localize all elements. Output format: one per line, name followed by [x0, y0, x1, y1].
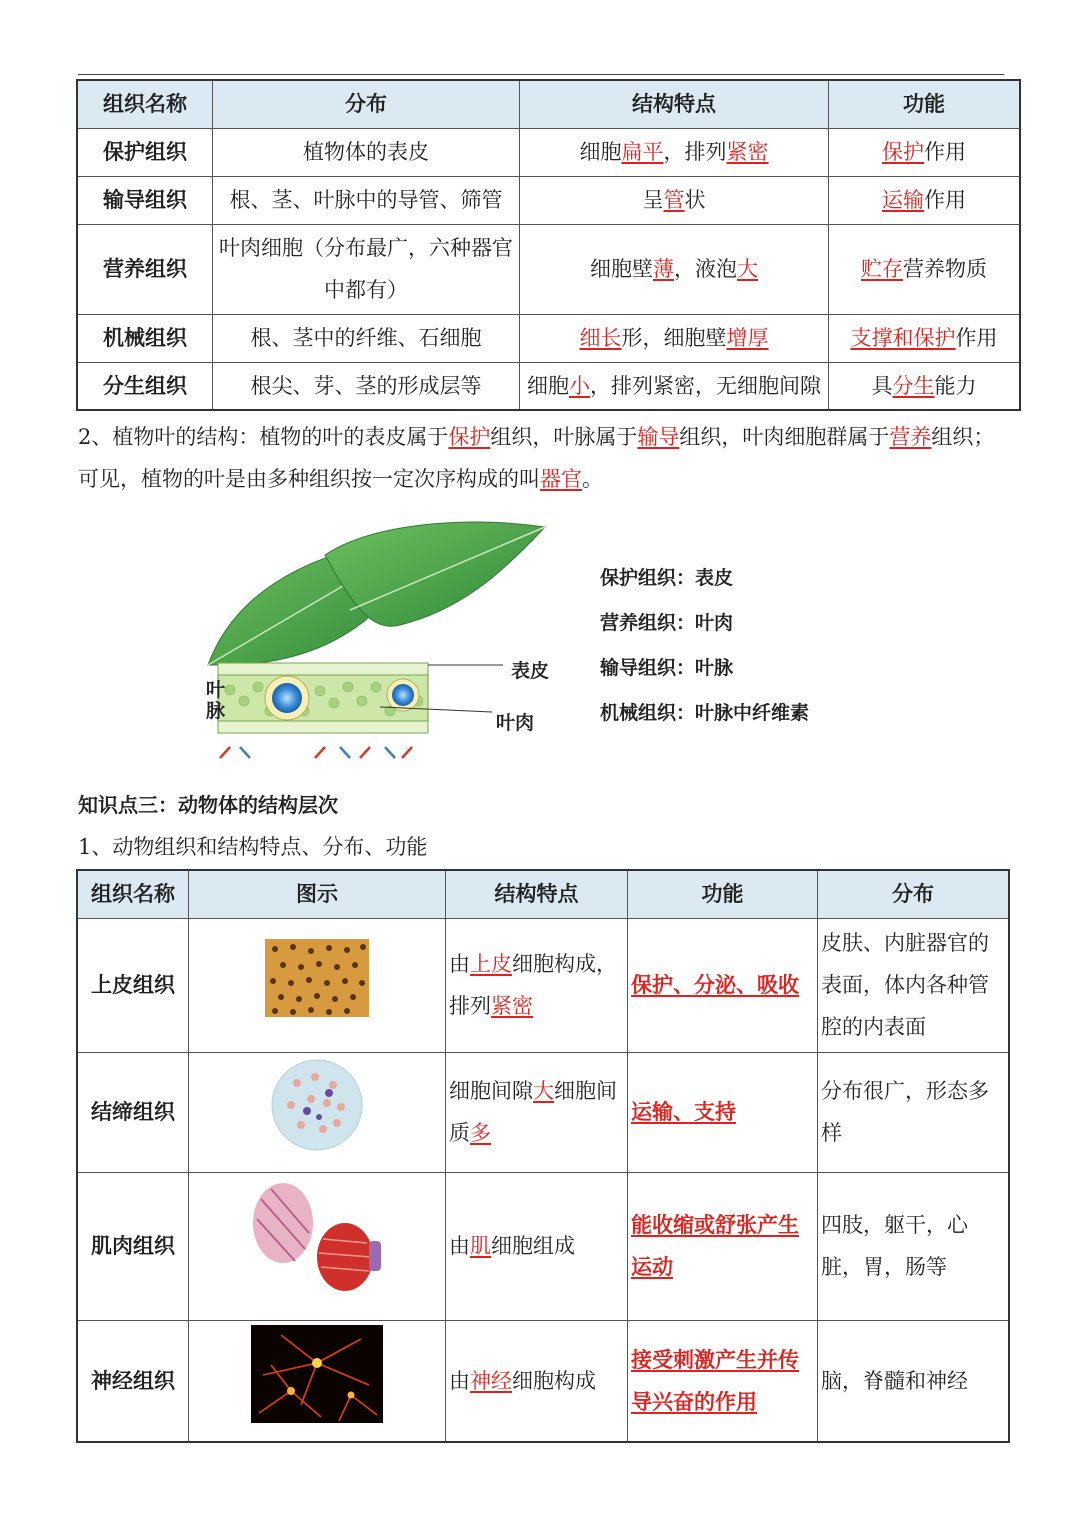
- table-row: [77, 1320, 1009, 1442]
- table-row: [77, 1052, 1009, 1172]
- tissue-distribution: 植物体的表皮: [213, 128, 520, 176]
- tissue-distribution: 根、茎、叶脉中的导管、筛管: [213, 176, 520, 224]
- tissue-distribution: 根、茎中的纤维、石细胞: [213, 314, 520, 362]
- header-image: 图示: [189, 870, 446, 918]
- epithelial-image: [189, 918, 446, 1052]
- section-subheading: 1、动物组织和结构特点、分布、功能: [78, 835, 428, 859]
- tissue-function: 能收缩或舒张产生运动: [628, 1172, 818, 1320]
- header-name: 组织名称: [77, 80, 213, 128]
- muscle-micrograph: [247, 1179, 387, 1299]
- header-structure: 结构特点: [446, 870, 628, 918]
- leaf-structure-figure: [200, 515, 860, 770]
- connective-micrograph: [271, 1059, 363, 1151]
- tissue-name: 上皮组织: [77, 918, 189, 1052]
- tissue-name: 输导组织: [77, 176, 213, 224]
- tissue-name: 神经组织: [77, 1320, 189, 1442]
- header-structure: 结构特点: [520, 80, 829, 128]
- tissue-name: 营养组织: [77, 224, 213, 314]
- animal-tissue-table: [76, 869, 1010, 1443]
- section-heading: 知识点三：动物体的结构层次: [78, 793, 338, 817]
- legend-item: 输导组织：叶脉: [600, 657, 734, 679]
- tissue-distribution: 四肢，躯干，心脏，胃，肠等: [818, 1172, 1010, 1320]
- nerve-micrograph: [251, 1325, 383, 1423]
- tissue-distribution: 分布很广，形态多样: [818, 1052, 1010, 1172]
- tissue-name: 结缔组织: [77, 1052, 189, 1172]
- table-row: [77, 314, 1020, 362]
- muscle-image: [189, 1172, 446, 1320]
- nerve-image: [189, 1320, 446, 1442]
- page-top-rule: [78, 74, 1004, 75]
- tissue-structure: 细长形，细胞壁增厚: [520, 314, 829, 362]
- connective-image: [189, 1052, 446, 1172]
- plant-tissue-table: [76, 79, 1021, 411]
- tissue-function: 运输作用: [829, 176, 1021, 224]
- tissue-structure: 呈管状: [520, 176, 829, 224]
- epithelial-micrograph: [265, 939, 369, 1017]
- tissue-structure: 由肌细胞组成: [446, 1172, 628, 1320]
- tissue-name: 机械组织: [77, 314, 213, 362]
- tissue-distribution: 脑，脊髓和神经: [818, 1320, 1010, 1442]
- table-row: [77, 918, 1009, 1052]
- tissue-structure: 由神经细胞构成: [446, 1320, 628, 1442]
- tissue-function: 运输、支持: [628, 1052, 818, 1172]
- tissue-function: 接受刺激产生并传导兴奋的作用: [628, 1320, 818, 1442]
- tissue-structure: 细胞间隙大细胞间质多: [446, 1052, 628, 1172]
- legend-item: 保护组织：表皮: [600, 567, 734, 589]
- tissue-structure: 细胞小，排列紧密，无细胞间隙: [520, 362, 829, 410]
- tissue-structure: 细胞扁平，排列紧密: [520, 128, 829, 176]
- table-row: [77, 128, 1020, 176]
- tissue-name: 保护组织: [77, 128, 213, 176]
- legend-item: 机械组织：叶脉中纤维素: [600, 702, 810, 724]
- table-row: [77, 224, 1020, 314]
- header-distribution: 分布: [213, 80, 520, 128]
- tissue-distribution: 根尖、芽、茎的形成层等: [213, 362, 520, 410]
- header-function: 功能: [628, 870, 818, 918]
- leaf-structure-paragraph: 2、植物叶的结构：植物的叶的表皮属于保护组织，叶脉属于输导组织，叶肉细胞群属于营养组织；可见，植物的叶是由多种组织按一定次序构成的叫器官。: [78, 425, 995, 491]
- table-row: [77, 362, 1020, 410]
- tissue-function: 保护作用: [829, 128, 1021, 176]
- label-mesophyll: 叶肉: [496, 712, 535, 734]
- tissue-structure: 细胞壁薄，液泡大: [520, 224, 829, 314]
- header-distribution: 分布: [818, 870, 1010, 918]
- tissue-function: 具分生能力: [829, 362, 1021, 410]
- tissue-name: 分生组织: [77, 362, 213, 410]
- tissue-distribution: 叶肉细胞（分布最广，六种器官中都有）: [213, 224, 520, 314]
- table-row: [77, 176, 1020, 224]
- table-row: [77, 1172, 1009, 1320]
- label-epidermis: 表皮: [511, 660, 550, 682]
- legend-item: 营养组织：叶肉: [600, 612, 734, 634]
- tissue-structure: 由上皮细胞构成，排列紧密: [446, 918, 628, 1052]
- header-name: 组织名称: [77, 870, 189, 918]
- label-vein-2: 脉: [206, 700, 226, 722]
- tissue-function: 贮存营养物质: [829, 224, 1021, 314]
- tissue-name: 肌肉组织: [77, 1172, 189, 1320]
- tissue-distribution: 皮肤、内脏器官的表面，体内各种管腔的内表面: [818, 918, 1010, 1052]
- label-vein-1: 叶: [206, 679, 226, 701]
- tissue-function: 保护、分泌、吸收: [628, 918, 818, 1052]
- header-function: 功能: [829, 80, 1021, 128]
- tissue-function: 支撑和保护作用: [829, 314, 1021, 362]
